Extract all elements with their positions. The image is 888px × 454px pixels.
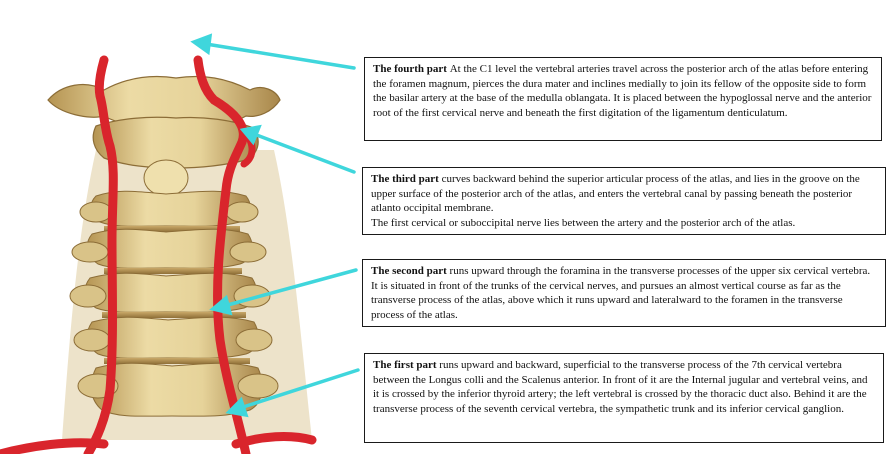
callout-text: runs upward through the foramina in the transverse processes of the upper six cervical vertebra. It is situated in front of the trunks of the cervical nerves, and pursues an almost vertical course as far as the transverse process of the atlas, above which it runs upward and lateralward to the foramen in the transverse process of the atlas.: [371, 265, 871, 321]
callout-note: The first cervical or suboccipital nerve lies between the artery and the posterior arch of the atlas.: [371, 216, 796, 229]
callout-term: The fourth part: [373, 63, 450, 75]
callout-term: The second part: [371, 265, 450, 277]
callout-fourth-part: [364, 57, 882, 141]
callout-third-part: [362, 167, 886, 235]
callout-text: At the C1 level the vertebral arteries travel across the posterior arch of the atlas before entering the foramen magnum, pierces the dura mater and inclines medially to join its fellow of the opposite side to form the basilar artery at the base of the medulla oblangata. It is placed between the hypoglossal nerve and the anterior root of the first cervical nerve and beneath the first digitation of the ligamentum denticulatum.: [373, 63, 872, 119]
callout-term: The first part: [373, 359, 440, 371]
callout-term: The third part: [371, 173, 442, 185]
callout-second-part: [362, 259, 886, 327]
callout-first-part: [364, 353, 884, 443]
callout-text: runs upward and backward, superficial to the transverse process of the 7th cervical vertebra between the Longus colli and the Scalenus anterior. In front of it are the Internal jugular and vertebral veins, and it is crossed by the inferior thyroid artery; the left vertebral is crossed by the thoracic duct also. Behind it are the transverse process of the seventh cervical vertebra, the sympathetic trunk and its inferior cervical ganglion.: [373, 359, 868, 415]
callout-text: curves backward behind the superior articular process of the atlas, and lies in the groove on the upper surface of the posterior arch of the atlas, and enters the vertebral canal by passing beneath the posterior atlanto occipital membrane.: [371, 173, 860, 215]
dens: [144, 160, 188, 196]
